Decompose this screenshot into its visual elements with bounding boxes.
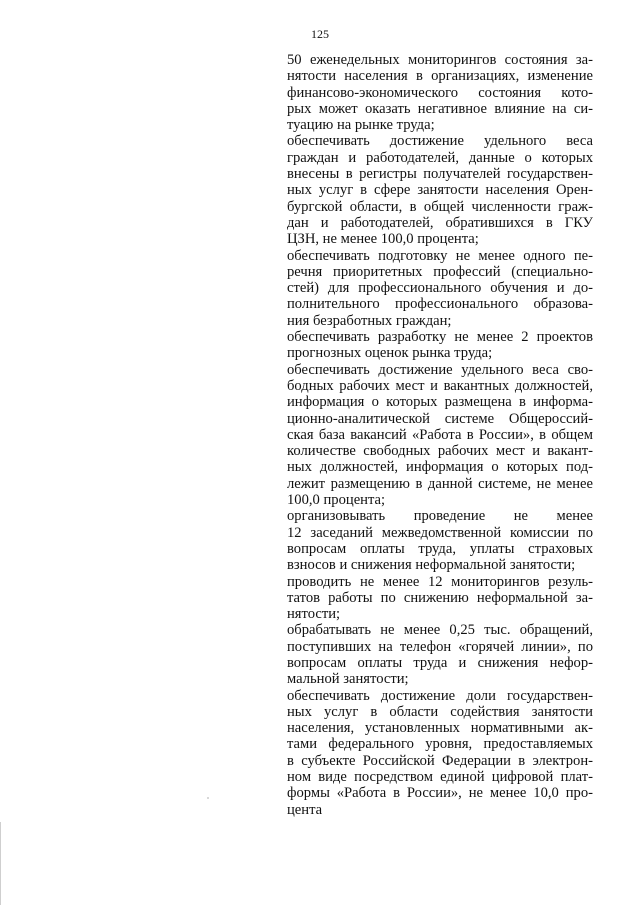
- text-line: количестве свободных рабочих мест и вакант-: [287, 443, 593, 460]
- text-line: рых может оказать негативное влияние на си-: [287, 100, 593, 117]
- text-line: вопросам оплаты труда и снижения нефор-: [287, 654, 593, 671]
- text-line: информация о которых размещена в информа-: [287, 394, 593, 411]
- text-line: обеспечивать подготовку не менее одного пе-: [287, 247, 593, 264]
- text-line: лежит размещению в данной системе, не менее: [287, 475, 593, 492]
- text-line: нятости;: [287, 606, 341, 623]
- text-line: обеспечивать достижение удельного веса сво-: [287, 361, 593, 378]
- text-line: туацию на рынке труда;: [287, 117, 435, 134]
- text-line: проводить не менее 12 мониторингов резуль-: [287, 573, 593, 590]
- text-line: ных должностей, информация о которых под-: [287, 459, 593, 476]
- text-line: ния безработных граждан;: [287, 312, 452, 329]
- text-line: обеспечивать достижение доли государствен-: [287, 687, 593, 704]
- text-line: вопросам оплаты труда, уплаты страховых: [287, 540, 593, 557]
- text-line: ЦЗН, не менее 100,0 процента;: [287, 231, 479, 248]
- text-line: бодных рабочих мест и вакантных должностей,: [287, 377, 593, 394]
- text-line: речня приоритетных профессий (специально-: [287, 263, 593, 280]
- text-line: ных услуг в области содействия занятости: [287, 703, 593, 720]
- text-line: внесены в регистры получателей государствен-: [287, 166, 593, 183]
- text-line: нятости населения в организациях, изменение: [287, 68, 593, 85]
- text-line: обрабатывать не менее 0,25 тыс. обращений,: [287, 622, 593, 639]
- text-line: полнительного профессионального образова-: [287, 296, 593, 313]
- text-line: татов работы по снижению неформальной за-: [287, 589, 593, 606]
- page-number: 125: [311, 27, 329, 41]
- text-line: дан и работодателей, обратившихся в ГКУ: [287, 214, 593, 231]
- text-line: стей) для профессионального обучения и до-: [287, 280, 593, 297]
- scan-speck: [207, 797, 209, 799]
- text-line: 50 еженедельных мониторингов состояния за-: [287, 52, 593, 68]
- body-text: [287, 52, 593, 818]
- text-line: тами федерального уровня, предоставляемых: [287, 736, 593, 753]
- text-line: бургской области, в общей численности граж-: [287, 198, 593, 215]
- text-line: обеспечивать разработку не менее 2 проектов: [287, 329, 593, 346]
- text-line: граждан и работодателей, данные о которых: [287, 149, 593, 166]
- text-line: взносов и снижения неформальной занятости;: [287, 557, 576, 574]
- text-line: 12 заседаний межведомственной комиссии по: [287, 524, 593, 541]
- text-line: 100,0 процента;: [287, 492, 386, 509]
- text-line: прогнозных оценок рынка труда;: [287, 345, 493, 362]
- text-line: в субъекте Российской Федерации в электрон-: [287, 752, 593, 769]
- text-line: населения, установленных нормативными ак-: [287, 720, 593, 737]
- text-line: мальной занятости;: [287, 671, 409, 688]
- text-line: организовывать проведение не менее: [287, 508, 593, 525]
- text-line: ном виде посредством единой цифровой плат-: [287, 769, 593, 786]
- text-line: формы «Работа в России», не менее 10,0 про-: [287, 785, 593, 802]
- text-line: ных услуг в сфере занятости населения Орен-: [287, 182, 593, 199]
- text-line: ская база вакансий «Работа в России», в общем: [287, 426, 593, 443]
- margin-scan-line: [0, 822, 1, 905]
- text-line: поступивших на телефон «горячей линии», по: [287, 638, 593, 655]
- text-line: ционно-аналитической системе Общероссий-: [287, 410, 593, 427]
- text-line: финансово-экономического состояния кото-: [287, 84, 593, 101]
- text-line: цента: [287, 801, 323, 818]
- text-line: обеспечивать достижение удельного веса: [287, 133, 593, 150]
